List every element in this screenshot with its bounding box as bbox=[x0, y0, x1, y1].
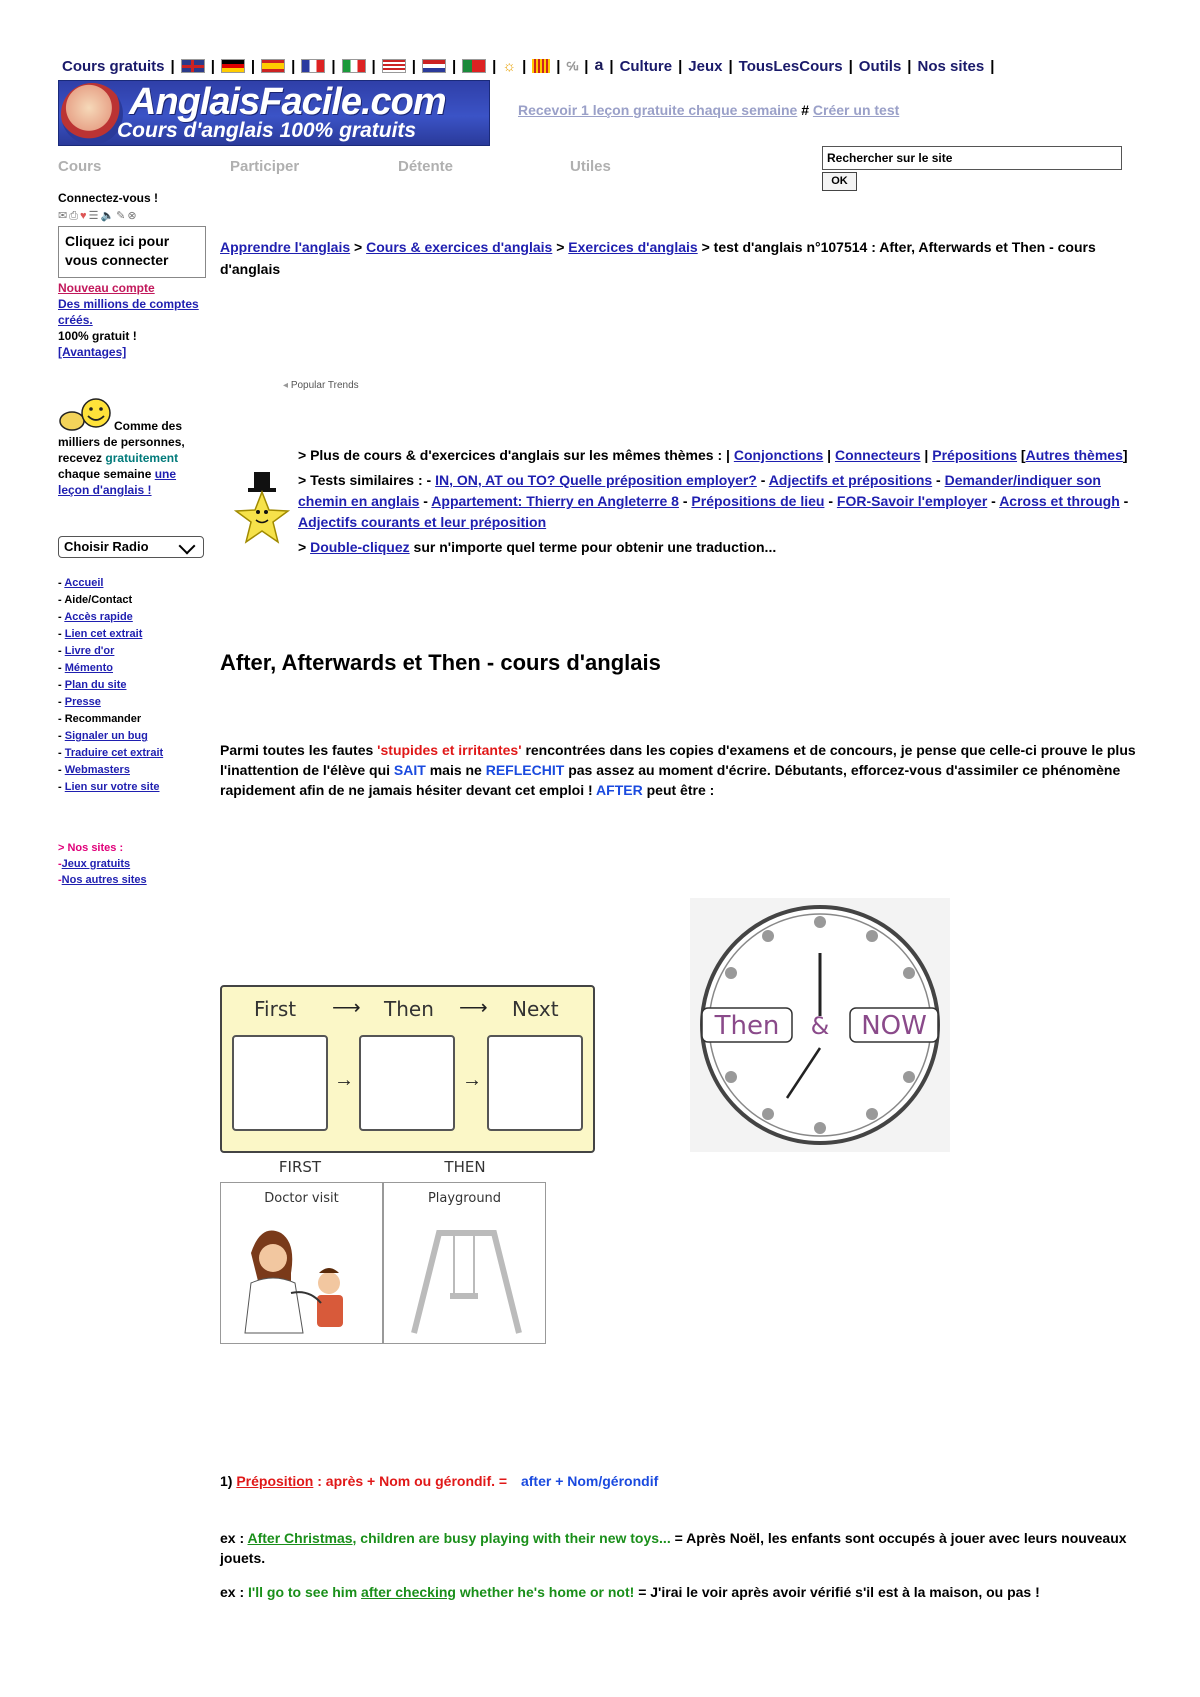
doctor-icon bbox=[221, 1213, 384, 1343]
note-icon[interactable]: ✎ bbox=[116, 210, 128, 222]
clock-then-label: Then bbox=[714, 1011, 780, 1041]
logo-tagline: Cours d'anglais 100% gratuits bbox=[117, 119, 417, 142]
theme-link-conjonctions[interactable]: Conjonctions bbox=[733, 447, 824, 463]
close-icon[interactable]: ⊗ bbox=[127, 210, 139, 222]
nos-autres-sites-link[interactable]: Nos autres sites bbox=[61, 874, 147, 886]
nav-culture[interactable]: Culture bbox=[619, 57, 673, 75]
sidebar-link-row: - Plan du site bbox=[58, 679, 127, 691]
menu-utiles[interactable]: Utiles bbox=[570, 158, 611, 175]
after-christmas-link[interactable]: After Christmas bbox=[247, 1530, 353, 1546]
new-account-block bbox=[58, 280, 208, 360]
search-ok-button[interactable]: OK bbox=[822, 172, 857, 191]
rule-1: 1) Préposition : après + Nom ou gérondif. = after + Nom/gérondif bbox=[220, 1473, 659, 1489]
then-now-clock-image bbox=[690, 898, 950, 1152]
uk-flag-icon[interactable] bbox=[181, 59, 205, 73]
letter-a-link[interactable]: a bbox=[594, 57, 604, 74]
first-then-doctor-image: FIRST THEN Doctor visit Playground bbox=[220, 1154, 550, 1344]
france-flag-icon[interactable] bbox=[301, 59, 325, 73]
theme-link-connecteurs[interactable]: Connecteurs bbox=[834, 447, 921, 463]
nav-jeux[interactable]: Jeux bbox=[688, 57, 723, 75]
breadcrumb-link-exercices[interactable]: Exercices d'anglais bbox=[568, 239, 698, 255]
breadcrumb-link-home[interactable]: Apprendre l'anglais bbox=[220, 239, 351, 255]
spain-flag-icon[interactable] bbox=[261, 59, 285, 73]
jeux-gratuits-link[interactable]: Jeux gratuits bbox=[61, 858, 131, 870]
weekly-lesson-link[interactable]: Recevoir 1 leçon gratuite chaque semaine bbox=[518, 102, 798, 118]
sidebar-link-row: - Recommander bbox=[58, 713, 142, 725]
free-text: 100% gratuit ! bbox=[58, 329, 137, 343]
similar-test-link[interactable]: FOR-Savoir l'employer bbox=[836, 493, 988, 509]
catalan-flag-icon[interactable] bbox=[532, 59, 550, 73]
search-input[interactable] bbox=[822, 146, 1122, 170]
sidebar-link-row: - Lien sur votre site bbox=[58, 781, 160, 793]
nos-sites-block: > Nos sites : -Jeux gratuits -Nos autres sites bbox=[58, 842, 147, 886]
sidebar-link[interactable]: Accueil bbox=[64, 577, 104, 589]
italy-flag-icon[interactable] bbox=[342, 59, 366, 73]
breadcrumb: Apprendre l'anglais > Cours & exercices d'anglais > Exercices d'anglais > test d'anglais n°107514 : After, Afterwards et Then - cours d'anglais bbox=[220, 239, 1096, 277]
sidebar-link-row: - Signaler un bug bbox=[58, 730, 148, 742]
other-themes-link[interactable]: Autres thèmes bbox=[1025, 447, 1123, 463]
portugal-flag-icon[interactable] bbox=[462, 59, 486, 73]
breadcrumb-link-cours[interactable]: Cours & exercices d'anglais bbox=[366, 239, 553, 255]
similar-test-link[interactable]: Prépositions de lieu bbox=[691, 493, 825, 509]
clock-amp-label: & bbox=[810, 1012, 830, 1040]
sidebar-links bbox=[58, 575, 163, 796]
newsletter-promo: Comme des milliers de personnes, recevez gratuitement chaque semaine une leçon d'anglais ! bbox=[58, 419, 185, 497]
radio-select-label: Choisir Radio bbox=[64, 539, 149, 554]
sidebar-link[interactable]: Accès rapide bbox=[64, 611, 133, 623]
preposition-link[interactable]: Préposition bbox=[236, 1473, 314, 1489]
sidebar-link[interactable]: Webmasters bbox=[64, 764, 130, 776]
radio-select[interactable] bbox=[58, 536, 204, 558]
menu-cours[interactable]: Cours bbox=[58, 158, 102, 175]
sidebar-link[interactable]: Lien cet extrait bbox=[64, 628, 143, 640]
similar-test-link[interactable]: Adjectifs courants et leur préposition bbox=[298, 514, 547, 530]
arrow-right-icon: ⟶ bbox=[332, 997, 361, 1019]
promo-links bbox=[518, 102, 899, 118]
speaker-icon[interactable]: 🔈 bbox=[100, 210, 117, 222]
germany-flag-icon[interactable] bbox=[221, 59, 245, 73]
netherlands-flag-icon[interactable] bbox=[422, 59, 446, 73]
related-box: > Plus de cours & d'exercices d'anglais sur les mêmes thèmes : | Conjonctions | Connecteurs | Prépositions [Autres thèmes] > Tests similaires : - IN, ON, AT ou TO? Quelle préposition employer? - Adjectifs et prépositions - Demander/indiquer son chemin en anglais - Appartement: Thierry en Angleterre 8 - Prépositions de lieu - FOR-Savoir l'employer - Across et through - Adjectifs courants et leur préposition > Double-cliquez sur n'importe quel terme pour obtenir une traduction... bbox=[298, 447, 1129, 555]
nav-touslescours[interactable]: TousLesCours bbox=[738, 57, 843, 75]
usa-flag-icon[interactable] bbox=[382, 59, 406, 73]
menu-participer[interactable]: Participer bbox=[230, 158, 300, 175]
example-1: ex : After Christmas, children are busy playing with their new toys... = Après Noël, les enfants sont occupés à jouer avec leurs nouveaux jouets. bbox=[220, 1530, 1127, 1566]
nav-outils[interactable]: Outils bbox=[858, 57, 902, 75]
wizard-star-icon bbox=[232, 470, 292, 548]
millions-link[interactable]: Des millions de comptes créés. bbox=[58, 297, 199, 327]
promo-separator: # bbox=[801, 102, 810, 118]
similar-test-link[interactable]: Adjectifs et prépositions bbox=[768, 472, 933, 488]
newsletter-link[interactable]: une leçon d'anglais ! bbox=[58, 467, 177, 497]
menu-detente[interactable]: Détente bbox=[398, 158, 454, 175]
sidebar-link[interactable]: Livre d'or bbox=[64, 645, 115, 657]
swing-icon bbox=[384, 1213, 547, 1343]
create-test-link[interactable]: Créer un test bbox=[812, 102, 900, 118]
similar-test-link[interactable]: IN, ON, AT ou TO? Quelle préposition employer? bbox=[435, 472, 757, 488]
similar-test-link[interactable]: Appartement: Thierry en Angleterre 8 bbox=[431, 493, 679, 509]
sidebar-link-row: - Presse bbox=[58, 696, 101, 708]
speaker-icon: ◂ bbox=[283, 380, 289, 391]
sidebar-link[interactable]: Plan du site bbox=[64, 679, 127, 691]
sidebar-link: Recommander bbox=[64, 713, 142, 725]
site-logo[interactable] bbox=[58, 80, 490, 146]
sidebar-link[interactable]: Traduire cet extrait bbox=[64, 747, 164, 759]
arrow-right-icon: → bbox=[462, 1069, 482, 1091]
print-icon[interactable]: ⎙ bbox=[69, 210, 81, 222]
intro-paragraph: Parmi toutes les fautes 'stupides et irritantes' rencontrées dans les copies d'examens et de concours, je pense que celle-ci prouve le plus l'inattention de l'élève qui SAIT mais ne REFLECHIT pas assez au moment d'écrire. Débutants, efforcez-vous d'assimiler ce phénomène rapidement afin de ne jamais hésiter devant cet emploi ! AFTER peut être : bbox=[220, 742, 1136, 798]
esperanto-icon[interactable]: ☼ bbox=[502, 57, 517, 75]
other-language-icon[interactable]: ℆ bbox=[566, 60, 579, 73]
new-account-link[interactable]: Nouveau compte bbox=[58, 281, 155, 295]
nav-cours-gratuits[interactable]: Cours gratuits bbox=[62, 57, 165, 75]
arrow-right-icon: → bbox=[334, 1069, 354, 1091]
connect-title: Connectez-vous ! bbox=[58, 191, 159, 205]
sidebar-link: Aide/Contact bbox=[64, 594, 133, 606]
sidebar-link-row: - Accueil bbox=[58, 577, 104, 589]
mascot-icon bbox=[61, 83, 123, 145]
after-checking-link[interactable]: after checking bbox=[361, 1584, 456, 1600]
top-nav: Cours gratuits | | | | | | | | | ☼ | | ℆ | a | Culture | Jeux | TousLesCours | Outils | Nos sites | bbox=[62, 57, 995, 75]
nav-nos-sites[interactable]: Nos sites bbox=[917, 57, 985, 75]
sidebar-link-row: - Accès rapide bbox=[58, 611, 133, 623]
sidebar-link[interactable]: Mémento bbox=[64, 662, 114, 674]
advantages-link[interactable]: [Avantages] bbox=[58, 345, 127, 359]
sidebar-link-row: - Lien cet extrait bbox=[58, 628, 143, 640]
sidebar-link-row: - Aide/Contact bbox=[58, 594, 133, 606]
page-title: After, Afterwards et Then - cours d'anglais bbox=[220, 650, 661, 675]
account-icons bbox=[58, 209, 139, 223]
sidebar-link[interactable]: Lien sur votre site bbox=[64, 781, 160, 793]
sidebar-link-row: - Mémento bbox=[58, 662, 114, 674]
breadcrumb-current: test d'anglais n°107514 : After, Afterwards et Then - cours d'anglais bbox=[220, 239, 1096, 277]
chevron-down-icon bbox=[179, 538, 196, 555]
sidebar-link[interactable]: Signaler un bug bbox=[64, 730, 148, 742]
list-icon[interactable]: ☰ bbox=[88, 210, 101, 222]
double-click-link[interactable]: Double-cliquez bbox=[310, 539, 410, 555]
theme-link-prepositions[interactable]: Prépositions bbox=[932, 447, 1018, 463]
arrow-right-icon: ⟶ bbox=[459, 997, 488, 1019]
logo-brand: AnglaisFacile.com bbox=[129, 81, 446, 123]
similar-test-link[interactable]: Demander/indiquer son chemin en anglais bbox=[298, 472, 1101, 509]
sidebar-link-row: - Webmasters bbox=[58, 764, 130, 776]
heart-icon[interactable]: ♥ bbox=[80, 210, 89, 222]
mail-icon[interactable]: ✉ bbox=[58, 210, 70, 222]
login-box[interactable]: Cliquez ici pour vous connecter bbox=[58, 226, 206, 278]
nos-sites-title: > Nos sites : bbox=[58, 842, 124, 854]
example-2: ex : I'll go to see him after checking whether he's home or not! = J'irai le voir après avoir vérifié s'il est à la maison, ou pas ! bbox=[220, 1584, 1040, 1600]
sidebar-link-row: - Livre d'or bbox=[58, 645, 115, 657]
sidebar-link[interactable]: Presse bbox=[64, 696, 101, 708]
sidebar-link-row: - Traduire cet extrait bbox=[58, 747, 164, 759]
clock-now-label: NOW bbox=[861, 1011, 927, 1041]
popular-trends[interactable]: ◂ Popular Trends bbox=[283, 380, 359, 391]
first-then-next-image: First ⟶ Then ⟶ Next → → bbox=[220, 985, 595, 1153]
similar-test-link[interactable]: Across et through bbox=[999, 493, 1120, 509]
